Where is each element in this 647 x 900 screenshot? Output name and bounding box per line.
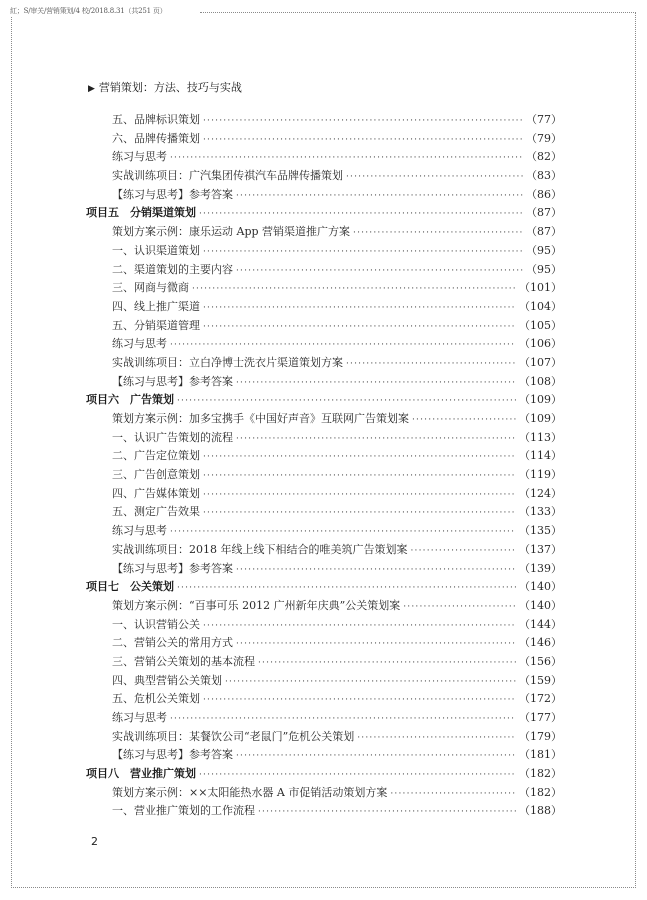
toc-entry-title: 一、认识广告策划的流程 bbox=[112, 430, 233, 444]
toc-entry-page: （95） bbox=[526, 243, 562, 257]
toc-entry-title: 练习与思考 bbox=[112, 150, 167, 164]
dot-leader bbox=[203, 504, 516, 523]
toc-entry-page: （156） bbox=[519, 654, 562, 668]
toc-entry-title: 四、典型营销公关策划 bbox=[112, 673, 222, 687]
toc-section-entry[interactable] bbox=[86, 784, 562, 803]
dot-leader bbox=[203, 617, 516, 636]
toc-section-entry[interactable] bbox=[86, 466, 562, 485]
dot-leader bbox=[199, 766, 516, 785]
toc-entry-page: （188） bbox=[519, 804, 562, 818]
toc-entry-title: 四、广告媒体策划 bbox=[112, 486, 200, 500]
toc-entry-page: （82） bbox=[526, 150, 562, 164]
toc-entry-title: 二、渠道策划的主要内容 bbox=[112, 262, 233, 276]
toc-section-entry[interactable] bbox=[86, 373, 562, 392]
toc-section-entry[interactable] bbox=[86, 616, 562, 635]
toc-section-entry[interactable] bbox=[86, 653, 562, 672]
dot-leader bbox=[412, 411, 516, 430]
toc-section-entry[interactable] bbox=[86, 802, 562, 821]
toc-entry-page: （139） bbox=[519, 561, 562, 575]
toc-entry-page: （177） bbox=[519, 711, 562, 724]
toc-entry-title: 项目八 营业推广策划 bbox=[86, 767, 196, 781]
dot-leader bbox=[203, 131, 523, 150]
toc-entry-title: 三、广告创意策划 bbox=[112, 468, 200, 482]
toc-entry-title: 二、营销公关的常用方式 bbox=[112, 636, 233, 650]
toc-section-entry[interactable] bbox=[86, 317, 562, 336]
toc-chapter-entry[interactable] bbox=[86, 578, 562, 597]
toc-section-entry[interactable] bbox=[86, 261, 562, 280]
dot-leader bbox=[236, 561, 516, 580]
dot-leader bbox=[403, 598, 516, 617]
toc-section-entry[interactable] bbox=[86, 485, 562, 504]
dot-leader bbox=[170, 523, 516, 542]
toc-entry-page: （77） bbox=[526, 113, 562, 126]
toc-entry-title: 项目五 分销渠道策划 bbox=[86, 206, 196, 220]
toc-section-entry[interactable] bbox=[86, 522, 562, 541]
dot-leader bbox=[203, 299, 516, 318]
toc-entry-page: （87） bbox=[526, 206, 562, 220]
toc-entry-page: （172） bbox=[519, 692, 562, 706]
toc-entry-page: （104） bbox=[519, 299, 562, 313]
dot-leader bbox=[236, 262, 523, 281]
toc-entry-title: 五、测定广告效果 bbox=[112, 505, 200, 519]
toc-entry-title: 策划方案示例：××太阳能热水器 A 市促销活动策划方案 bbox=[112, 785, 388, 799]
toc-entry-title: 项目七 公关策划 bbox=[86, 580, 174, 594]
toc-entry-title: 策划方案示例：康乐运动 App 营销渠道推广方案 bbox=[112, 225, 351, 239]
dot-leader bbox=[346, 168, 523, 187]
toc-entry-title: 四、线上推广渠道 bbox=[112, 299, 200, 313]
dot-leader bbox=[170, 149, 523, 168]
toc-entry-page: （135） bbox=[519, 524, 562, 538]
toc-entry-page: （83） bbox=[526, 169, 562, 183]
toc-entry-title: 练习与思考 bbox=[112, 524, 167, 538]
dot-leader bbox=[390, 785, 516, 804]
toc-entry-page: （159） bbox=[519, 673, 562, 687]
toc-entry-page: （124） bbox=[519, 486, 562, 500]
toc-entry-title: 练习与思考 bbox=[112, 711, 167, 724]
toc-section-entry[interactable] bbox=[86, 242, 562, 261]
toc-entry-title: 项目六 广告策划 bbox=[86, 393, 174, 407]
toc-section-entry[interactable] bbox=[86, 186, 562, 205]
toc-entry-page: （79） bbox=[526, 131, 562, 145]
toc-section-entry[interactable] bbox=[86, 672, 562, 691]
dot-leader bbox=[236, 374, 516, 393]
toc-section-entry[interactable] bbox=[86, 560, 562, 579]
toc-entry-title: 实战训练项目：广汽集团传祺汽车品牌传播策划 bbox=[112, 169, 343, 183]
toc-entry-title: 五、危机公关策划 bbox=[112, 692, 200, 706]
toc-section-entry[interactable] bbox=[86, 111, 562, 130]
toc-entry-title: 【练习与思考】参考答案 bbox=[112, 561, 233, 575]
dot-leader bbox=[203, 448, 516, 467]
toc-entry-page: （137） bbox=[519, 542, 562, 556]
toc-entry-title: 策划方案示例：“百事可乐 2012 广州新年庆典”公关策划案 bbox=[112, 598, 401, 612]
triangle-right-icon: ▶ bbox=[88, 84, 95, 94]
toc-entry-title: 一、营业推广策划的工作流程 bbox=[112, 804, 255, 818]
toc-section-entry[interactable] bbox=[86, 298, 562, 317]
toc-entry-page: （144） bbox=[519, 617, 562, 631]
dot-leader bbox=[346, 355, 516, 374]
toc-section-entry[interactable] bbox=[86, 279, 562, 298]
toc-entry-title: 一、认识营销公关 bbox=[112, 617, 200, 631]
file-header: 紅；S/审关/营销策划/4 校/2018.8.31（共251 页） bbox=[10, 7, 167, 15]
page-border-top bbox=[200, 12, 636, 13]
book-title: 营销策划：方法、技巧与实战 bbox=[98, 81, 242, 94]
toc-entry-title: 三、网商与微商 bbox=[112, 281, 189, 295]
running-head bbox=[88, 79, 242, 95]
toc-chapter-entry[interactable] bbox=[86, 204, 562, 223]
dot-leader bbox=[203, 112, 523, 131]
dot-leader bbox=[199, 205, 523, 224]
toc-entry-title: 三、营销公关策划的基本流程 bbox=[112, 654, 255, 668]
dot-leader bbox=[203, 318, 516, 337]
toc-entry-title: 策划方案示例：加多宝携手《中国好声音》互联网广告策划案 bbox=[112, 412, 409, 425]
toc-entry-title: 实战训练项目：2018 年线上线下相结合的唯美筑广告策划案 bbox=[112, 542, 408, 556]
toc-section-entry[interactable] bbox=[86, 429, 562, 448]
toc-entry-page: （146） bbox=[519, 636, 562, 650]
table-of-contents bbox=[86, 111, 562, 821]
toc-section-entry[interactable] bbox=[86, 130, 562, 149]
toc-section-entry[interactable] bbox=[86, 335, 562, 354]
toc-entry-page: （95） bbox=[526, 262, 562, 276]
toc-entry-page: （140） bbox=[519, 598, 562, 612]
toc-section-entry[interactable] bbox=[86, 167, 562, 186]
toc-entry-page: （140） bbox=[519, 580, 562, 594]
toc-entry-page: （181） bbox=[519, 748, 562, 762]
toc-section-entry[interactable] bbox=[86, 728, 562, 747]
dot-leader bbox=[357, 729, 516, 748]
toc-section-entry[interactable] bbox=[86, 634, 562, 653]
toc-section-entry[interactable] bbox=[86, 746, 562, 765]
dot-leader bbox=[258, 654, 516, 673]
dot-leader bbox=[192, 280, 516, 299]
toc-entry-page: （106） bbox=[519, 337, 562, 351]
toc-entry-page: （182） bbox=[519, 785, 562, 799]
toc-entry-page: （101） bbox=[519, 281, 562, 295]
dot-leader bbox=[236, 187, 523, 206]
toc-entry-title: 实战训练项目：立白净博士洗衣片渠道策划方案 bbox=[112, 355, 343, 369]
toc-chapter-entry[interactable] bbox=[86, 391, 562, 410]
dot-leader bbox=[236, 635, 516, 654]
toc-entry-title: 实战训练项目：某餐饮公司“老鼠门”危机公关策划 bbox=[112, 729, 355, 743]
toc-entry-page: （114） bbox=[519, 449, 562, 463]
toc-entry-title: 一、认识渠道策划 bbox=[112, 243, 200, 257]
toc-entry-title: 【练习与思考】参考答案 bbox=[112, 374, 233, 388]
dot-leader bbox=[203, 691, 516, 710]
dot-leader bbox=[170, 336, 516, 355]
dot-leader bbox=[203, 243, 523, 262]
dot-leader bbox=[203, 486, 516, 505]
toc-section-entry[interactable] bbox=[86, 690, 562, 709]
dot-leader bbox=[225, 673, 516, 692]
dot-leader bbox=[170, 710, 516, 729]
toc-entry-page: （113） bbox=[519, 430, 562, 444]
dot-leader bbox=[203, 467, 516, 486]
dot-leader bbox=[411, 542, 517, 561]
toc-section-entry[interactable] bbox=[86, 148, 562, 167]
toc-entry-page: （108） bbox=[519, 374, 562, 388]
page-number: 2 bbox=[91, 835, 98, 848]
toc-entry-title: 五、品牌标识策划 bbox=[112, 113, 200, 126]
toc-section-entry[interactable] bbox=[86, 354, 562, 373]
toc-entry-page: （133） bbox=[519, 505, 562, 519]
toc-section-entry[interactable] bbox=[86, 541, 562, 560]
toc-entry-page: （109） bbox=[519, 412, 562, 425]
dot-leader bbox=[258, 803, 516, 822]
toc-entry-page: （179） bbox=[519, 729, 562, 743]
toc-section-entry[interactable] bbox=[86, 709, 562, 728]
toc-section-entry[interactable] bbox=[86, 503, 562, 522]
dot-leader bbox=[353, 224, 523, 243]
toc-section-entry[interactable] bbox=[86, 597, 562, 616]
toc-entry-page: （119） bbox=[519, 468, 562, 482]
dot-leader bbox=[236, 430, 516, 449]
dot-leader bbox=[177, 579, 516, 598]
toc-entry-title: 练习与思考 bbox=[112, 337, 167, 351]
dot-leader bbox=[236, 747, 516, 766]
toc-entry-title: 六、品牌传播策划 bbox=[112, 131, 200, 145]
toc-entry-title: 【练习与思考】参考答案 bbox=[112, 187, 233, 201]
toc-entry-page: （86） bbox=[526, 187, 562, 201]
toc-section-entry[interactable] bbox=[86, 410, 562, 429]
toc-entry-title: 【练习与思考】参考答案 bbox=[112, 748, 233, 762]
toc-entry-page: （107） bbox=[519, 355, 562, 369]
dot-leader bbox=[177, 392, 516, 411]
toc-section-entry[interactable] bbox=[86, 447, 562, 466]
toc-entry-title: 二、广告定位策划 bbox=[112, 449, 200, 463]
toc-section-entry[interactable] bbox=[86, 223, 562, 242]
toc-entry-page: （182） bbox=[519, 767, 562, 781]
toc-entry-title: 五、分销渠道管理 bbox=[112, 318, 200, 332]
toc-entry-page: （109） bbox=[519, 393, 562, 407]
toc-entry-page: （105） bbox=[519, 318, 562, 332]
toc-chapter-entry[interactable] bbox=[86, 765, 562, 784]
toc-entry-page: （87） bbox=[526, 225, 562, 239]
